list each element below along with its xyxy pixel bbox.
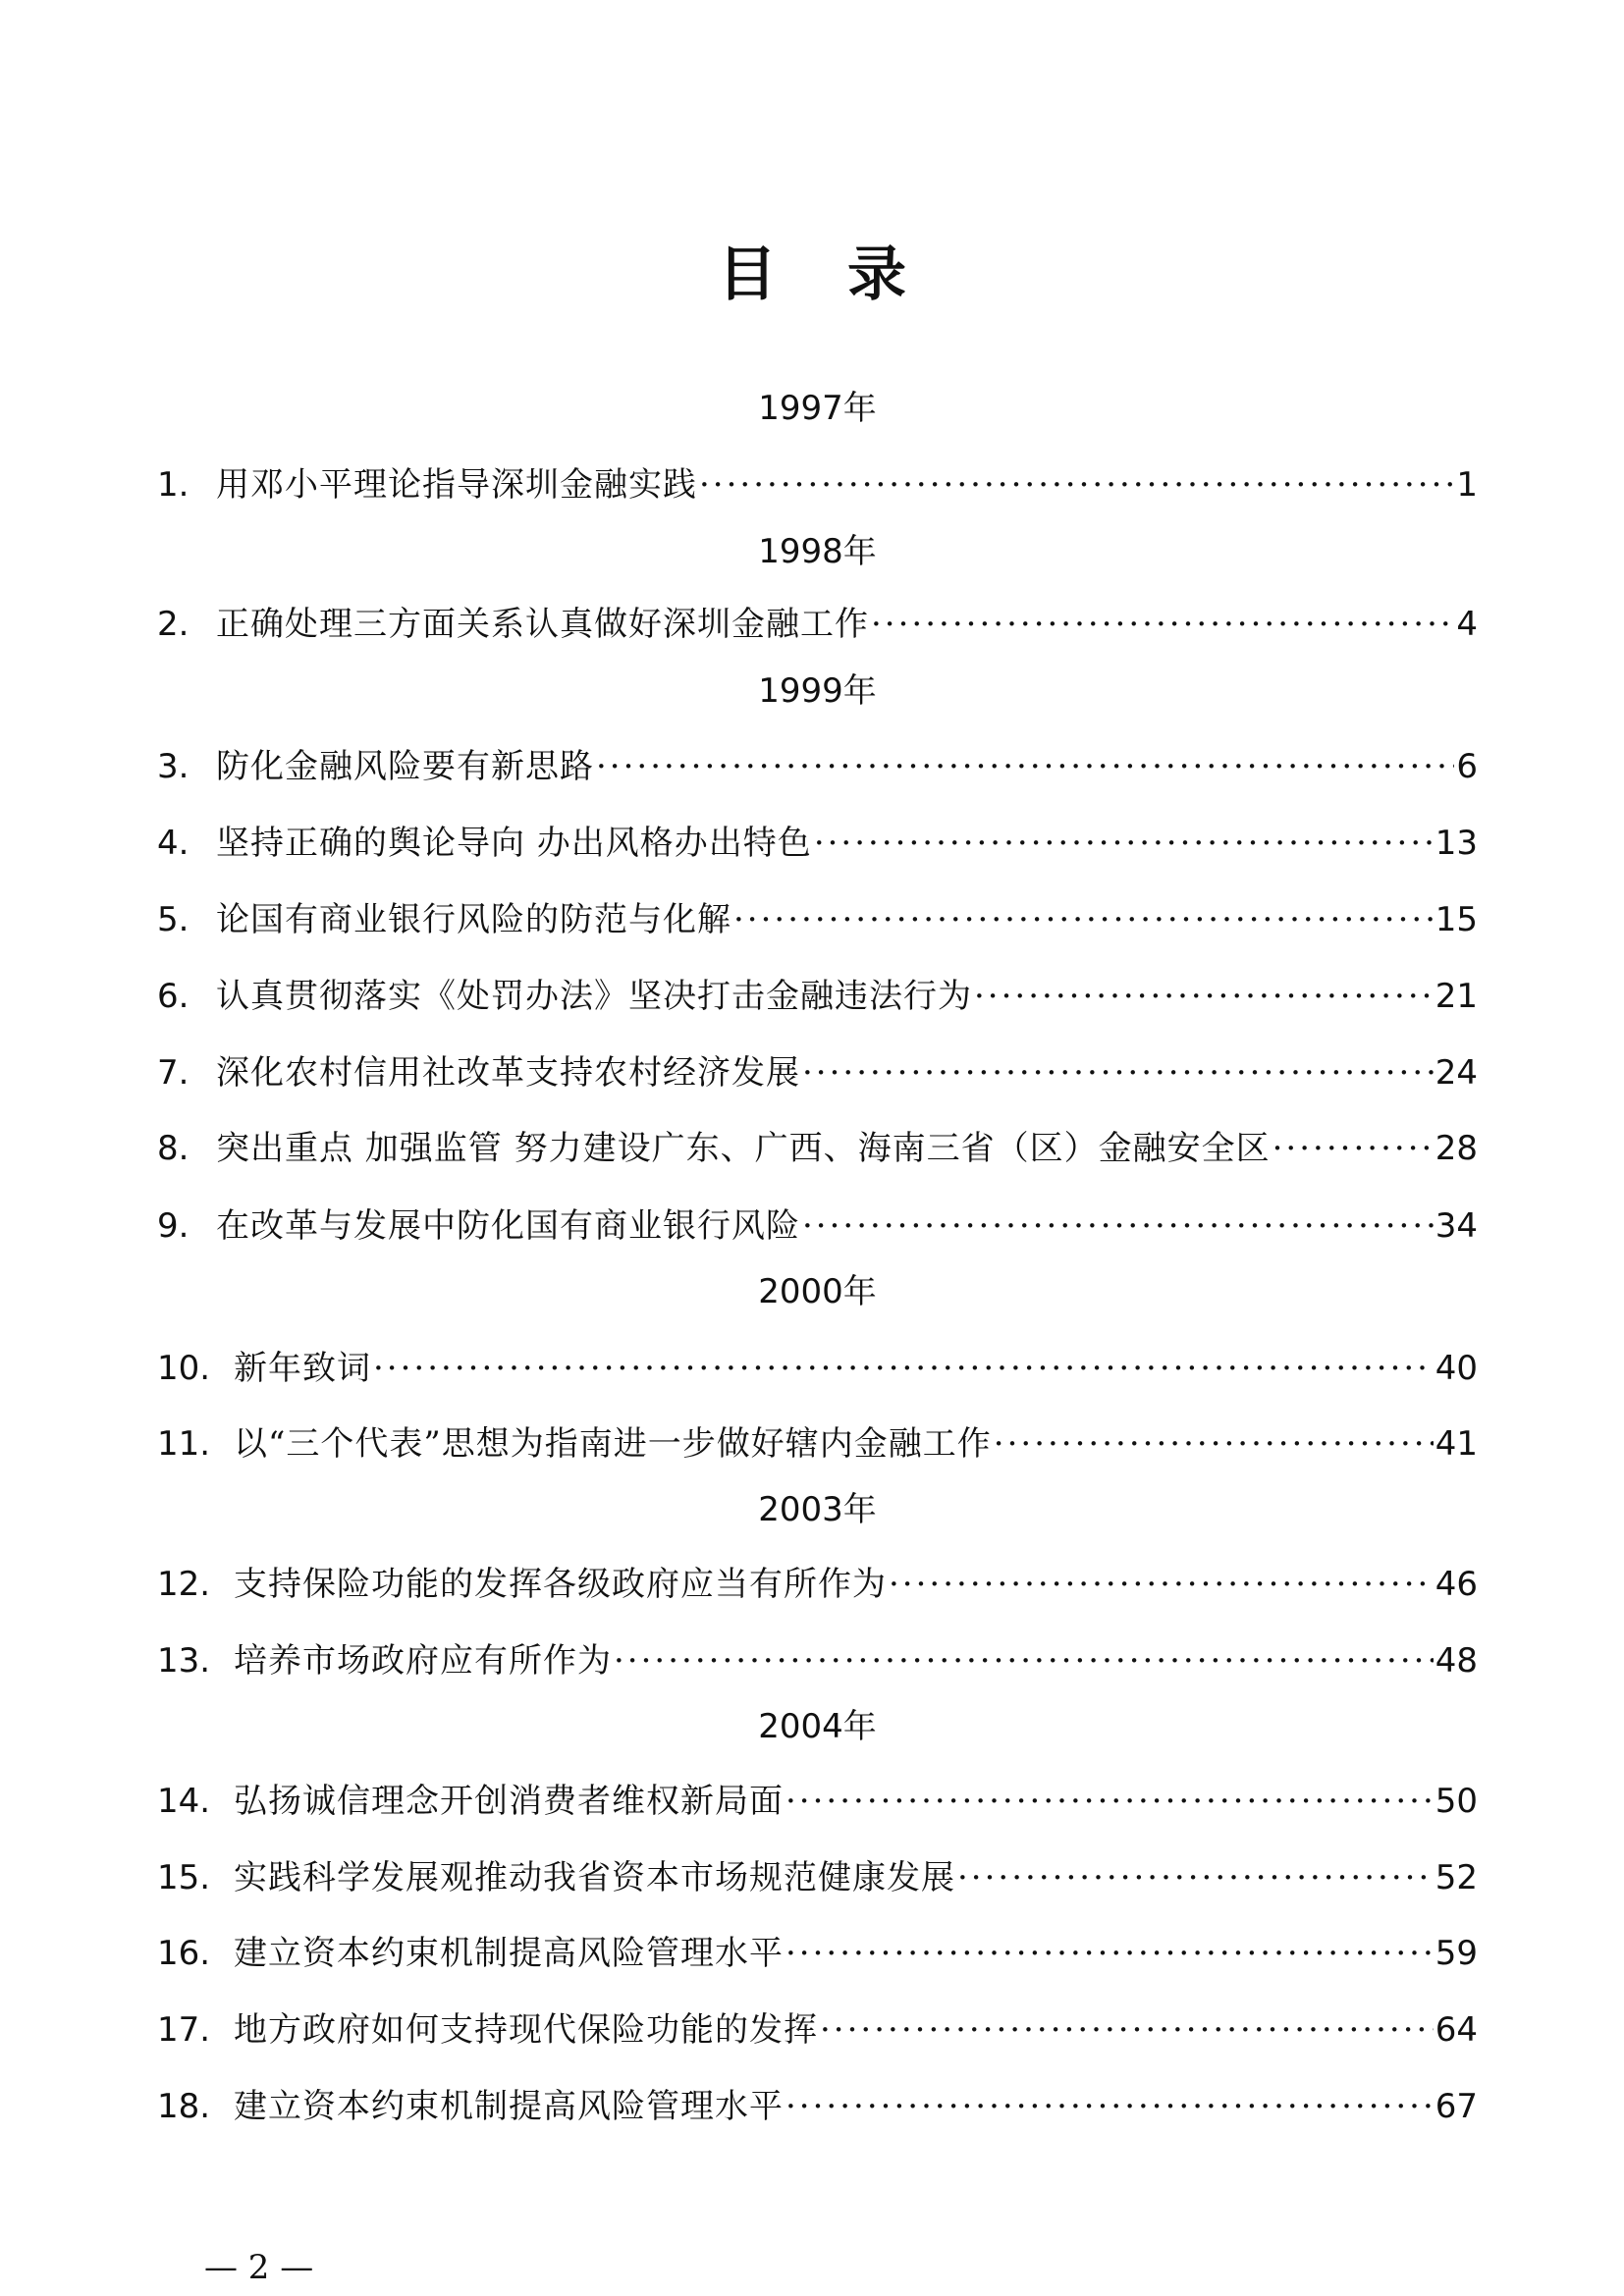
entry-title: 正确处理三方面关系认真做好深圳金融工作 <box>216 605 869 644</box>
entry-number: 5. <box>157 900 189 939</box>
entry-page-number: 41 <box>1435 1424 1478 1464</box>
entry-title: 突出重点 加强监管 努力建设广东、广西、海南三省（区）金融安全区 <box>216 1129 1271 1168</box>
entry-page-number: 21 <box>1435 977 1478 1016</box>
entry-title: 实践科学发展观推动我省资本市场规范健康发展 <box>234 1858 955 1897</box>
entry-page-number: 1 <box>1456 465 1478 505</box>
toc-entry[interactable] <box>157 973 1478 1020</box>
entry-page-number: 34 <box>1435 1206 1478 1246</box>
year-heading: 2004年 <box>758 1707 877 1746</box>
entry-number: 12. <box>157 1565 211 1604</box>
entry-title: 论国有商业银行风险的防范与化解 <box>216 900 731 939</box>
entry-page-number: 64 <box>1435 2010 1478 2050</box>
year-heading: 1997年 <box>758 389 877 428</box>
toc-entry[interactable] <box>157 896 1478 943</box>
year-heading: 2003年 <box>758 1490 877 1529</box>
year-heading: 1998年 <box>758 532 877 571</box>
entry-number: 10. <box>157 1349 211 1388</box>
entry-number: 4. <box>157 824 189 863</box>
toc-entry[interactable] <box>157 601 1478 648</box>
toc-entry[interactable] <box>157 461 1478 508</box>
entry-page-number: 52 <box>1435 1858 1478 1897</box>
toc-entry[interactable] <box>157 1420 1478 1468</box>
dot-leader <box>699 461 1454 508</box>
toc-entry[interactable] <box>157 1854 1478 1901</box>
entry-number: 13. <box>157 1641 211 1681</box>
entry-number: 2. <box>157 605 189 644</box>
dot-leader <box>802 1202 1434 1250</box>
entry-page-number: 46 <box>1435 1565 1478 1604</box>
entry-title: 地方政府如何支持现代保险功能的发挥 <box>234 2010 818 2050</box>
entry-page-number: 28 <box>1435 1129 1478 1168</box>
toc-entry[interactable] <box>157 1930 1478 1977</box>
entry-title: 新年致词 <box>234 1349 371 1388</box>
title-char-2: 录 <box>847 240 942 309</box>
entry-page-number: 50 <box>1435 1782 1478 1821</box>
entry-number: 16. <box>157 1934 211 1973</box>
page-number-footer: — 2 — <box>204 2248 314 2287</box>
dot-leader <box>820 2006 1434 2054</box>
entry-page-number: 59 <box>1435 1934 1478 1973</box>
entry-page-number: 24 <box>1435 1053 1478 1093</box>
dot-leader <box>814 820 1434 867</box>
dot-leader <box>785 2083 1434 2130</box>
dot-leader <box>1272 1125 1434 1172</box>
entry-title: 以“三个代表”思想为指南进一步做好辖内金融工作 <box>234 1424 992 1464</box>
dot-leader <box>373 1345 1434 1392</box>
entry-number: 9. <box>157 1206 189 1246</box>
toc-entry[interactable] <box>157 2006 1478 2054</box>
dot-leader <box>785 1930 1434 1977</box>
dot-leader <box>614 1637 1434 1684</box>
entry-number: 6. <box>157 977 189 1016</box>
entry-number: 17. <box>157 2010 211 2050</box>
toc-entry[interactable] <box>157 1202 1478 1250</box>
entry-title: 用邓小平理论指导深圳金融实践 <box>216 465 697 505</box>
dot-leader <box>889 1561 1434 1608</box>
toc-entry[interactable] <box>157 743 1478 790</box>
dot-leader <box>994 1420 1434 1468</box>
entry-title: 建立资本约束机制提高风险管理水平 <box>234 1934 784 1973</box>
entry-number: 8. <box>157 1129 189 1168</box>
entry-page-number: 13 <box>1435 824 1478 863</box>
entry-page-number: 48 <box>1435 1641 1478 1681</box>
entry-number: 7. <box>157 1053 189 1093</box>
entry-page-number: 6 <box>1456 747 1478 786</box>
entry-title: 建立资本约束机制提高风险管理水平 <box>234 2087 784 2126</box>
entry-number: 11. <box>157 1424 211 1464</box>
toc-entry[interactable] <box>157 820 1478 867</box>
toc-entry[interactable] <box>157 1561 1478 1608</box>
toc-entry[interactable] <box>157 2083 1478 2130</box>
table-of-contents <box>157 0 1478 2296</box>
entry-title: 弘扬诚信理念开创消费者维权新局面 <box>234 1782 784 1821</box>
entry-number: 18. <box>157 2087 211 2126</box>
dot-leader <box>733 896 1434 943</box>
entry-number: 15. <box>157 1858 211 1897</box>
entry-title: 认真贯彻落实《处罚办法》坚决打击金融违法行为 <box>216 977 972 1016</box>
entry-page-number: 15 <box>1435 900 1478 939</box>
year-heading: 2000年 <box>758 1272 877 1311</box>
toc-entry[interactable] <box>157 1125 1478 1172</box>
toc-entry[interactable] <box>157 1345 1478 1392</box>
dot-leader <box>785 1778 1434 1825</box>
dot-leader <box>871 601 1454 648</box>
entry-title: 坚持正确的舆论导向 办出风格办出特色 <box>216 824 812 863</box>
dot-leader <box>957 1854 1434 1901</box>
entry-number: 3. <box>157 747 189 786</box>
entry-title: 防化金融风险要有新思路 <box>216 747 594 786</box>
dot-leader <box>802 1049 1434 1096</box>
year-heading: 1999年 <box>758 671 877 711</box>
entry-title: 在改革与发展中防化国有商业银行风险 <box>216 1206 800 1246</box>
entry-page-number: 67 <box>1435 2087 1478 2126</box>
dot-leader <box>596 743 1454 790</box>
entry-page-number: 4 <box>1456 605 1478 644</box>
entry-number: 1. <box>157 465 189 505</box>
entry-title: 支持保险功能的发挥各级政府应当有所作为 <box>234 1565 887 1604</box>
title-char-1: 目 <box>718 240 812 309</box>
toc-entry[interactable] <box>157 1049 1478 1096</box>
entry-number: 14. <box>157 1782 211 1821</box>
entry-title: 培养市场政府应有所作为 <box>234 1641 612 1681</box>
toc-entry[interactable] <box>157 1637 1478 1684</box>
entry-title: 深化农村信用社改革支持农村经济发展 <box>216 1053 800 1093</box>
entry-page-number: 40 <box>1435 1349 1478 1388</box>
toc-entry[interactable] <box>157 1778 1478 1825</box>
dot-leader <box>974 973 1434 1020</box>
